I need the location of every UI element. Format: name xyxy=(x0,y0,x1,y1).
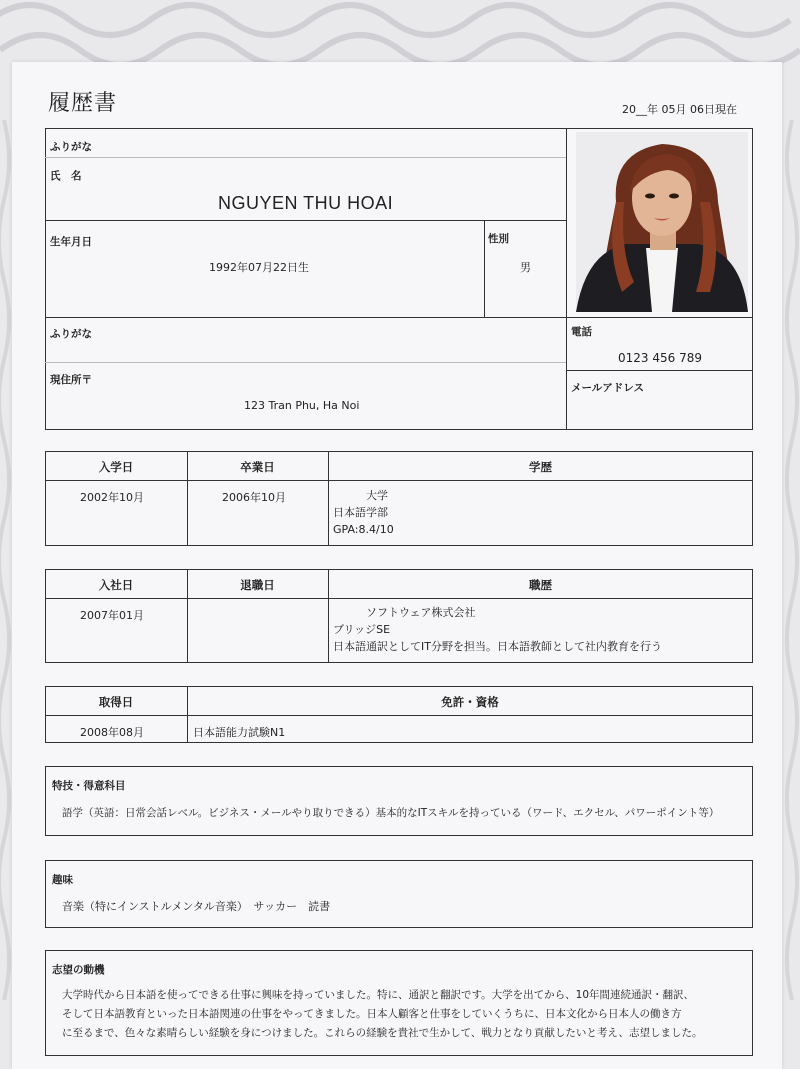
edu-detail xyxy=(333,487,394,538)
skills-label: 特技・得意科目 xyxy=(52,780,126,792)
work-header-end: 退職日 xyxy=(240,578,275,592)
document-title: 履歴書 xyxy=(48,91,118,116)
document-date: 20__年 05月 06日現在 xyxy=(622,103,737,116)
edu-line: GPA:8.4/10 xyxy=(333,523,394,536)
applicant-photo xyxy=(576,132,748,312)
name-furigana-label: ふりがな xyxy=(50,141,92,153)
work-detail xyxy=(333,604,662,655)
gender-label: 性別 xyxy=(488,233,509,245)
edu-start-date: 2002年10月 xyxy=(80,491,144,504)
hobbies-box xyxy=(45,860,753,928)
work-line: ソフトウェア株式会社 xyxy=(333,606,476,619)
edu-end-date: 2006年10月 xyxy=(222,491,286,504)
motivation-line: に至るまで、色々な素晴らしい経験を身につけました。これらの経験を貴社で生かして、戦力となり貢献したいと考え、志望しました。 xyxy=(62,1027,703,1039)
portrait-image xyxy=(576,132,748,312)
edu-line: 大学 xyxy=(333,489,388,502)
edu-header-start: 入学日 xyxy=(98,460,134,474)
phone-value: 0123 456 789 xyxy=(618,351,702,365)
email-label: メールアドレス xyxy=(571,382,644,394)
work-line: ブリッジSE xyxy=(333,623,391,636)
skills-text: 語学（英語：日常会話レベル。ビジネス・メールやり取りできる）基本的なITスキルを持っている（ワード、エクセル、パワーポイント等） xyxy=(62,807,720,819)
license-date: 2008年08月 xyxy=(80,726,144,739)
work-start-date: 2007年01月 xyxy=(80,609,144,622)
hobbies-text: 音楽（特にインストルメンタル音楽） サッカー 読書 xyxy=(62,900,331,913)
edu-header-end: 卒業日 xyxy=(240,460,275,474)
name-label: 氏 名 xyxy=(50,170,82,182)
license-name: 日本語能力試験N1 xyxy=(193,726,286,739)
motivation-text xyxy=(62,986,703,1043)
motivation-line: そして日本語教育といった日本語関連の仕事をやってきました。日本人顧客と仕事をしていくうちに、日本文化から日本人の働き方 xyxy=(62,1008,682,1020)
address-furigana-label: ふりがな xyxy=(50,328,92,340)
motivation-label: 志望の動機 xyxy=(52,964,105,976)
skills-box xyxy=(45,766,753,836)
work-header-history: 職歴 xyxy=(529,578,552,592)
phone-label: 電話 xyxy=(571,326,592,338)
license-header-date: 取得日 xyxy=(98,695,134,709)
name-value: NGUYEN THU HOAI xyxy=(218,193,394,213)
work-line: 日本語通訳としてIT分野を担当。日本語教師として社内教育を行う xyxy=(333,640,662,653)
hobbies-label: 趣味 xyxy=(52,874,73,886)
work-header-start: 入社日 xyxy=(98,578,134,592)
edu-header-history: 学歴 xyxy=(529,460,552,474)
birth-date-label: 生年月日 xyxy=(50,236,92,248)
motivation-line: 大学時代から日本語を使ってできる仕事に興味を持っていました。特に、通訳と翻訳です。大学を出てから、10年間連続通訳・翻訳、 xyxy=(62,989,695,1001)
license-header-name: 免許・資格 xyxy=(441,695,499,709)
address-value: 123 Tran Phu, Ha Noi xyxy=(244,399,360,412)
gender-value: 男 xyxy=(520,261,531,274)
address-label: 現住所〒 xyxy=(50,374,92,386)
edu-line: 日本語学部 xyxy=(333,506,388,519)
birth-date-value: 1992年07月22日生 xyxy=(209,261,309,274)
